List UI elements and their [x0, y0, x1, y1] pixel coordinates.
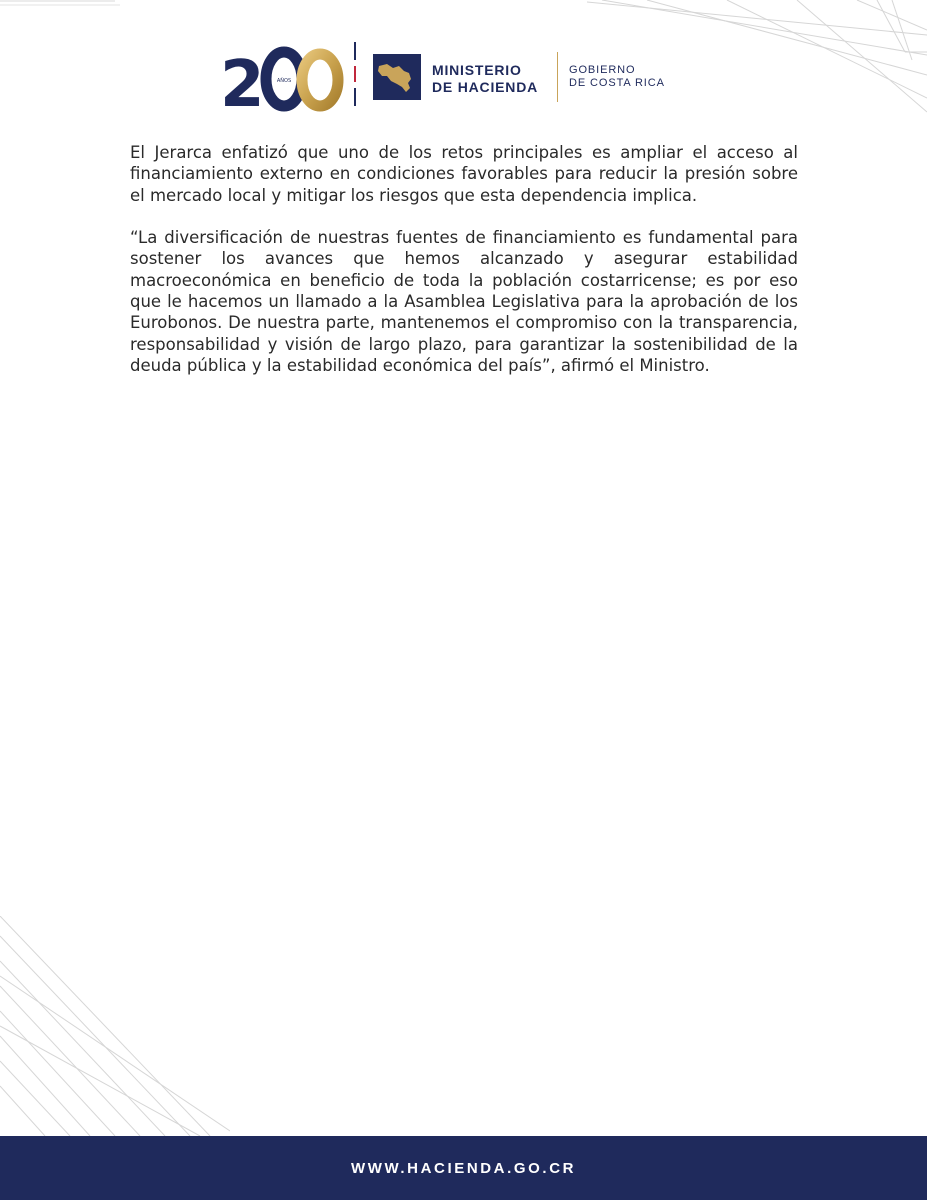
- letterhead: [220, 40, 690, 118]
- costa-rica-map-crest: [373, 54, 421, 100]
- top-left-decorative-lines: [0, 0, 120, 8]
- footer-bar: [0, 1136, 927, 1200]
- ministry-name: MINISTERIO DE HACIENDA: [432, 62, 539, 95]
- anniversary-200-logo: [220, 46, 345, 112]
- gold-divider: [557, 52, 558, 102]
- footer-website-url: WWW.HACIENDA.GO.CR: [350, 1159, 577, 1177]
- bottom-left-decorative-lines: [0, 916, 230, 1136]
- paragraph: “La diversificación de nuestras fuentes de financiamiento es fundamental para sostener los avances que hemos alcanzado y asegurar estabilidad macroeconómica en beneficio de toda la población costarricense; es por eso que le hacemos un llamado a la Asamblea Legislativa para la aprobación de los Eurobonos. De nuestra parte, mantenemos el compromiso con la transparencia, responsabilidad y visión de largo plazo, para garantizar la sostenibilidad de la deuda pública y la estabilidad económica del país”, afirmó el Ministro.: [130, 228, 798, 375]
- svg-text:2: 2: [220, 48, 265, 112]
- paragraph: El Jerarca enfatizó que uno de los retos principales es ampliar el acceso al financiamiento externo en condiciones favorables para reducir la presión sobre el mercado local y mitigar los riesgos que esta dependencia implica.: [130, 143, 798, 205]
- red-blue-separator: [354, 42, 356, 114]
- government-name: GOBIERNO DE COSTA RICA: [569, 64, 665, 89]
- document-body: [130, 142, 798, 398]
- anniversary-label: AÑOS: [276, 78, 292, 84]
